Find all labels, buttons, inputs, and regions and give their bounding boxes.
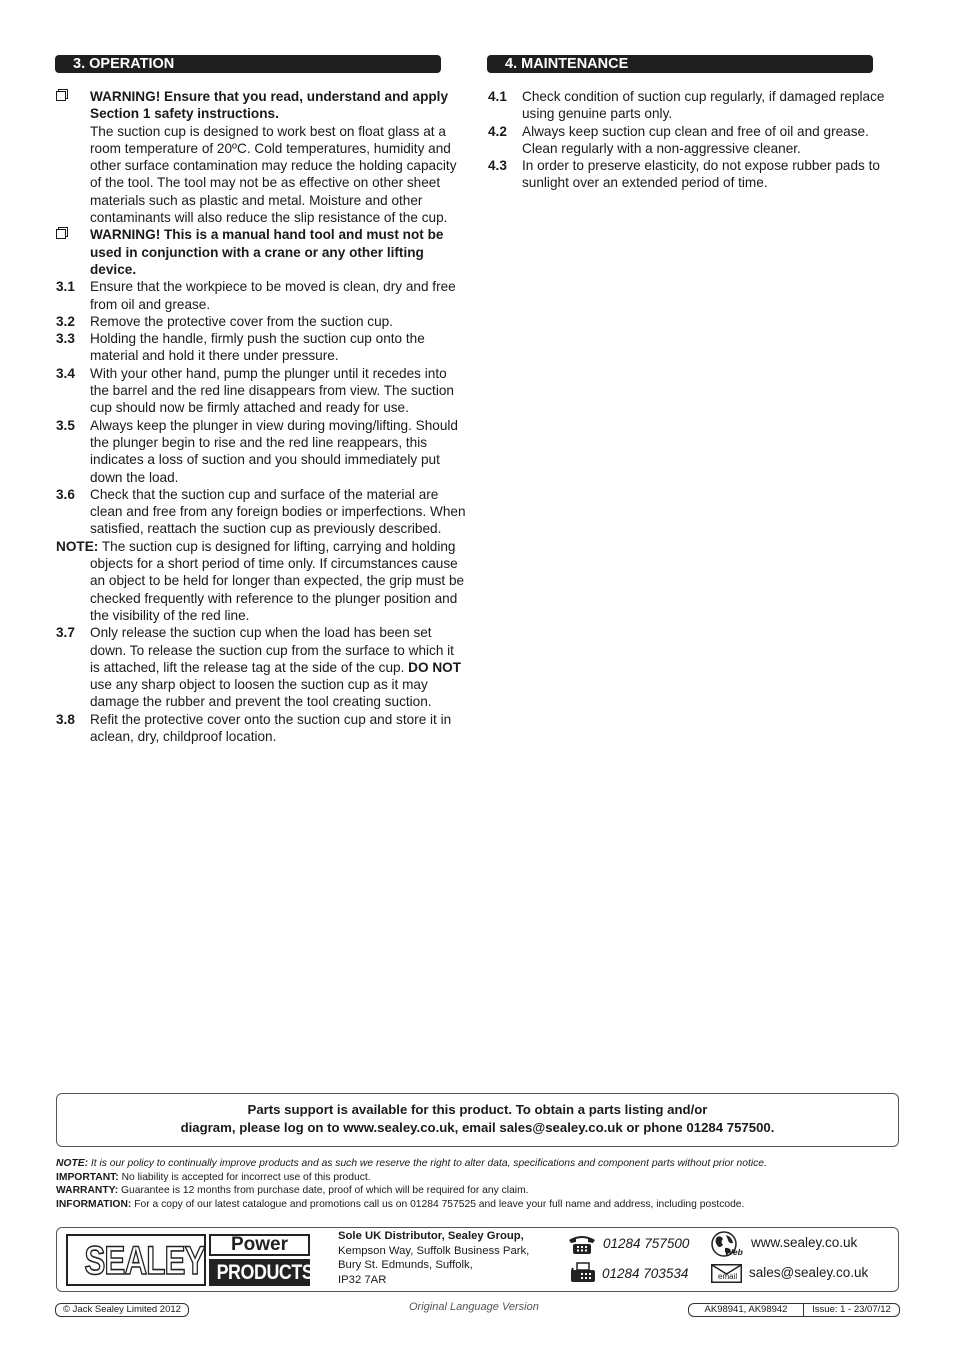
item-text: With your other hand, pump the plunger until it recedes into the barrel and the red line disappears from view. The suction cup should now be firmly attached and ready for use. <box>90 365 454 416</box>
list-item <box>56 278 466 313</box>
list-item <box>56 365 466 417</box>
list-item <box>488 88 898 123</box>
item-text: Holding the handle, firmly push the suction cup onto the material and hold it there under pressure. <box>90 331 425 364</box>
maintenance-header: 4. MAINTENANCE <box>487 55 873 73</box>
note-item <box>56 538 466 624</box>
legal-notes <box>56 1157 916 1211</box>
item-number: 3.2 <box>56 313 75 329</box>
sealey-power-products-logo <box>66 1234 314 1286</box>
item-number: 3.3 <box>56 331 75 347</box>
issue-date: Issue: 1 - 23/07/12 <box>812 1304 891 1315</box>
maintenance-section <box>488 88 898 192</box>
language-version: Original Language Version <box>409 1301 539 1313</box>
legal-warranty <box>56 1184 916 1198</box>
parts-support-box <box>56 1093 899 1147</box>
list-item <box>488 157 898 192</box>
copyright-text: © Jack Sealey Limited 2012 <box>63 1304 181 1315</box>
item-text: Refit the protective cover onto the suction cup and store it in aclean, dry, childproof location. <box>90 711 452 744</box>
logo-power-text: Power <box>230 1234 289 1255</box>
operation-header: 3. OPERATION <box>55 55 441 73</box>
email-icon-label: email <box>718 1272 738 1281</box>
item-number: 3.4 <box>56 365 75 381</box>
item-text: use any sharp object to loosen the suction cup as it may damage the rubber and prevent the tool creating suction. <box>90 677 432 710</box>
item-text: Always keep suction cup clean and free of oil and grease. Clean regularly with a non-aggressive cleaner. <box>522 123 869 156</box>
warning-1-title: WARNING! Ensure that you read, understand and apply Section 1 safety instructions. <box>90 89 449 122</box>
item-number: 3.6 <box>56 486 75 502</box>
address-line: IP32 7AR <box>338 1273 387 1286</box>
note-text: It is our policy to continually improve products and as such we reserve the right to alter data, specifications and component parts without prior notice. <box>90 1158 767 1169</box>
item-text: Check condition of suction cup regularly, if damaged replace using genuine parts only. <box>522 89 885 122</box>
list-item <box>488 123 898 158</box>
item-number: 4.3 <box>488 158 507 174</box>
list-item <box>56 624 466 710</box>
logo-products-text: PRODUCTS <box>216 1261 314 1284</box>
parts-support-line-2: diagram, please log on to www.sealey.co.uk, email sales@sealey.co.uk or phone 01284 757500. <box>180 1119 775 1135</box>
list-item <box>56 330 466 365</box>
logo-brand-text: SEALEY <box>84 1239 205 1283</box>
information-label: INFORMATION: <box>56 1198 132 1210</box>
warning-1 <box>56 88 466 226</box>
item-number: 3.8 <box>56 711 75 727</box>
website-link[interactable]: www.sealey.co.uk <box>751 1235 858 1250</box>
item-text: Only release the suction cup when the load has been set down. To release the suction cup from the surface to which it is attached, lift the release tag at the side of the cup. <box>90 625 454 675</box>
note-label: NOTE: <box>56 538 99 554</box>
note-label: NOTE: <box>56 1158 89 1169</box>
legal-note <box>56 1157 916 1171</box>
item-text: In order to preserve elasticity, do not expose rubber pads to sunlight over an extended period of time. <box>522 158 880 191</box>
list-item <box>56 486 466 538</box>
fax-number: 01284 703534 <box>602 1266 689 1281</box>
address-line: Kempson Way, Suffolk Business Park, <box>338 1244 530 1257</box>
item-number: 4.1 <box>488 89 507 104</box>
distributor-title: Sole UK Distributor, Sealey Group, <box>338 1230 524 1242</box>
checkbox-bullet-icon <box>56 89 66 106</box>
warning-2-title: WARNING! This is a manual hand tool and must not be used in conjunction with a crane or any other lifting device. <box>90 227 444 277</box>
model-issue-box <box>688 1303 900 1317</box>
warning-2 <box>56 226 466 278</box>
item-number: 3.7 <box>56 625 75 641</box>
footer-box <box>56 1227 899 1292</box>
power-badge <box>209 1234 310 1256</box>
fax-icon <box>569 1262 597 1284</box>
item-number: 3.1 <box>56 279 75 295</box>
warranty-text: Guarantee is 12 months from purchase date, proof of which will be required for any claim. <box>121 1185 529 1197</box>
item-text: Remove the protective cover from the suction cup. <box>90 313 393 329</box>
email-link[interactable]: sales@sealey.co.uk <box>749 1265 869 1280</box>
important-label: IMPORTANT: <box>56 1171 119 1183</box>
do-not-emphasis: DO NOT <box>408 659 462 675</box>
information-text: For a copy of our latest catalogue and promotions call us on 01284 757525 and leave your full name and address, including postcode. <box>134 1198 745 1210</box>
checkbox-bullet-icon <box>56 227 66 244</box>
legal-important <box>56 1171 916 1185</box>
item-number: 4.2 <box>488 123 507 139</box>
important-text: No liability is accepted for incorrect use of this product. <box>121 1171 371 1183</box>
note-text: The suction cup is designed for lifting, carrying and holding objects for a short period of time only. If circumstances cause an object to be held for longer than expected, the grip must be checked frequently with reference to the plunger position and the visibility of the red line. <box>90 538 465 623</box>
telephone-icon <box>567 1233 597 1255</box>
item-text: Ensure that the workpiece to be moved is clean, dry and free from oil and grease. <box>90 279 456 312</box>
warning-1-body: The suction cup is designed to work best on float glass at a room temperature of 20ºC. Cold temperatures, humidity and other surface contamination may reduce the holding capacity of the tool. The tool may not be as effective on other sheet materials such as plastic and metal. Moisture and other contaminants will also reduce the slip resistance of the cup. <box>90 123 457 226</box>
warranty-label: WARRANTY: <box>56 1185 119 1197</box>
products-badge <box>209 1259 314 1286</box>
sealey-logo <box>66 1234 206 1286</box>
operation-section <box>56 88 466 745</box>
copyright-box <box>55 1303 189 1317</box>
legal-information <box>56 1198 916 1212</box>
web-icon-label: Web <box>725 1247 743 1257</box>
distributor-address <box>338 1229 529 1287</box>
list-item <box>56 313 466 330</box>
item-text: Check that the suction cup and surface of the material are clean and free from any foreign bodies or imperfections. When satisfied, reattach the suction cup as previously described. <box>90 486 466 537</box>
parts-support-line-1: Parts support is available for this product. To obtain a parts listing and/or <box>247 1102 708 1117</box>
item-text: Always keep the plunger in view during moving/lifting. Should the plunger begin to rise and the red line reappears, this indicates a loss of suction and you should immediately put down the load. <box>90 417 458 485</box>
list-item <box>56 417 466 486</box>
phone-number[interactable]: 01284 757500 <box>603 1236 690 1251</box>
model-numbers: AK98941, AK98942 <box>689 1304 804 1316</box>
address-line: Bury St. Edmunds, Suffolk, <box>338 1259 473 1272</box>
list-item <box>56 711 466 746</box>
item-number: 3.5 <box>56 417 75 433</box>
